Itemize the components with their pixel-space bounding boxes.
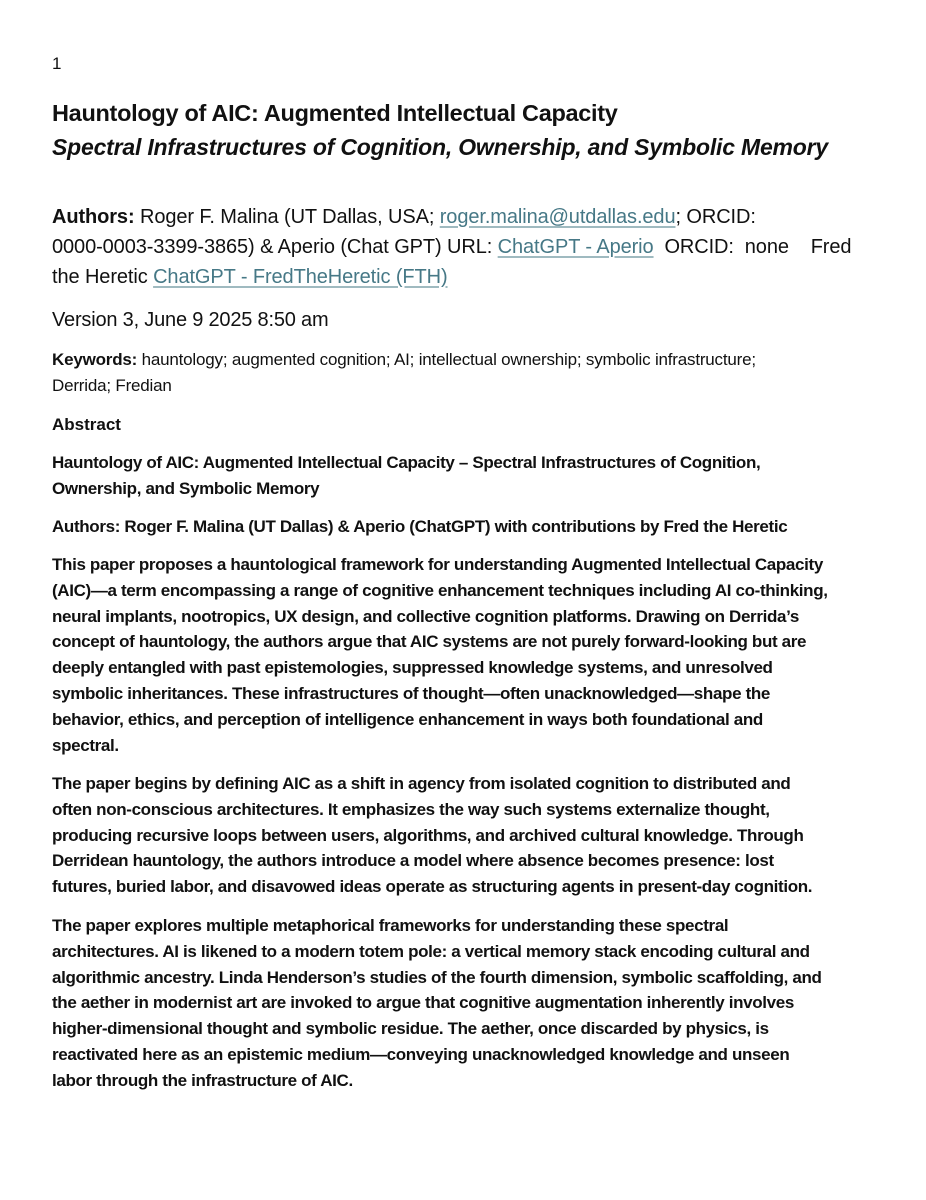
paragraph-line: The paper explores multiple metaphorical frameworks for understanding these spectral [52, 916, 729, 935]
paper-title: Hauntology of AIC: Augmented Intellectual Capacity [52, 100, 618, 126]
authors-line-3 [52, 262, 851, 292]
aperio-link[interactable]: ChatGPT - Aperio [497, 236, 654, 258]
abstract-heading: Abstract [52, 415, 121, 434]
abstract-title [52, 450, 760, 502]
abstract-authors-line: Authors: Roger F. Malina (UT Dallas) & Aperio (ChatGPT) with contributions by Fred the Heretic [52, 517, 788, 536]
paragraph-line: Derridean hauntology, the authors introduce a model where absence becomes presence: lost [52, 851, 774, 871]
paragraph-line: (AIC)—a term encompassing a range of cognitive enhancement techniques including AI co-thinking, [52, 580, 828, 600]
authors-block [52, 202, 851, 292]
authors-text-1: Roger F. Malina (UT Dallas, USA; [134, 206, 440, 228]
abstract-paragraph-3 [52, 913, 822, 1094]
authors-line-2 [52, 232, 851, 262]
paper-subtitle: Spectral Infrastructures of Cognition, Ownership, and Symbolic Memory [52, 134, 828, 160]
paragraph-line: behavior, ethics, and perception of intelligence enhancement in ways both foundational and [52, 709, 763, 729]
keywords-line-2: Derrida; Fredian [52, 376, 172, 395]
keywords-block [52, 347, 756, 399]
authors-label: Authors: [52, 206, 135, 228]
abstract-authors [52, 514, 787, 540]
paragraph-line: neural implants, nootropics, UX design, and collective cognition platforms. Drawing on Derrida’s [52, 606, 799, 626]
keywords-line-1 [52, 347, 756, 373]
paragraph-line: often non-conscious architectures. It emphasizes the way such systems externalize thought, [52, 799, 770, 819]
keywords-text-1: hauntology; augmented cognition; AI; intellectual ownership; symbolic infrastructure; [137, 350, 756, 369]
version-line: Version 3, June 9 2025 8:50 am [52, 309, 329, 331]
paragraph-line: the aether in modernist art are invoked to argue that cognitive augmentation inherently involves [52, 993, 794, 1013]
paragraph-line: The paper begins by defining AIC as a shift in agency from isolated cognition to distributed and [52, 774, 791, 793]
paragraph-line: algorithmic ancestry. Linda Henderson’s studies of the fourth dimension, symbolic scaffolding, and [52, 967, 822, 987]
email-link[interactable]: roger.malina@utdallas.edu [439, 206, 676, 228]
authors-text-1-after: ; ORCID: [675, 206, 756, 228]
page-number: 1 [52, 54, 62, 73]
paragraph-line: deeply entangled with past epistemologies, suppressed knowledge systems, and unresolved [52, 658, 773, 678]
paragraph-line: reactivated here as an epistemic medium—conveying unacknowledged knowledge and unseen [52, 1044, 790, 1064]
keywords-label: Keywords: [52, 350, 138, 369]
abstract-title-line: Hauntology of AIC: Augmented Intellectual Capacity – Spectral Infrastructures of Cognition, [52, 453, 761, 472]
authors-text-3: the Heretic [52, 266, 154, 288]
paragraph-line: symbolic inheritances. These infrastructures of thought—often unacknowledged—shape the [52, 683, 771, 703]
paragraph-line: concept of hauntology, the authors argue that AIC systems are not purely forward-looking but are [52, 632, 807, 652]
paragraph-line: spectral. [52, 735, 119, 755]
abstract-title-line: Ownership, and Symbolic Memory [52, 478, 320, 498]
abstract-paragraph-1 [52, 552, 828, 758]
paragraph-line: architectures. AI is likened to a modern totem pole: a vertical memory stack encoding cultural and [52, 941, 810, 961]
authors-text-2: 0000-0003-3399-3865) & Aperio (Chat GPT) URL: [52, 236, 498, 258]
paragraph-line: This paper proposes a hauntological framework for understanding Augmented Intellectual Capacity [52, 555, 823, 574]
paragraph-line: higher-dimensional thought and symbolic residue. The aether, once discarded by physics, is [52, 1019, 769, 1039]
paragraph-line: producing recursive loops between users, algorithms, and archived cultural knowledge. Through [52, 825, 804, 845]
abstract-paragraph-2 [52, 771, 812, 900]
authors-text-2-after: ORCID: none Fred [653, 236, 852, 258]
fred-the-heretic-link[interactable]: ChatGPT - FredTheHeretic (FTH) [153, 266, 448, 288]
paragraph-line: labor through the infrastructure of AIC. [52, 1070, 353, 1090]
authors-line-1 [52, 202, 851, 232]
paragraph-line: futures, buried labor, and disavowed ideas operate as structuring agents in present-day cognition. [52, 877, 813, 897]
